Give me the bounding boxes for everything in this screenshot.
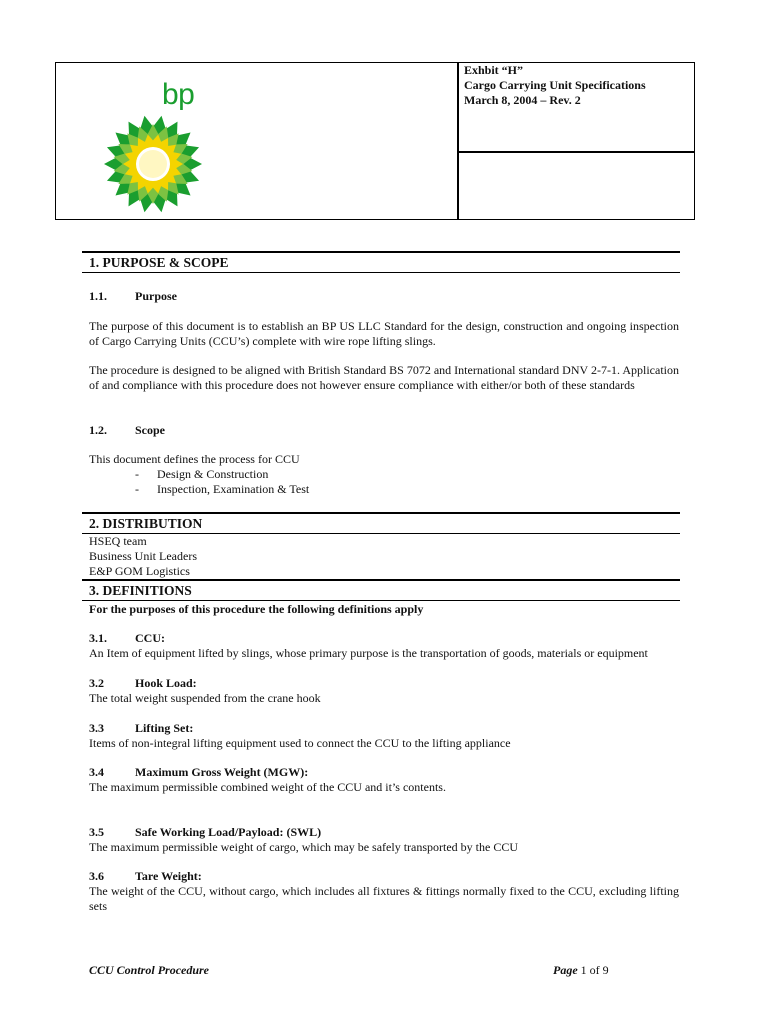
definition-text: The maximum permissible combined weight of the CCU and it’s contents.: [89, 780, 446, 794]
footer-page-number: Page 1 of 9: [553, 963, 609, 977]
definition-term: Safe Working Load/Payload: (SWL): [135, 825, 322, 839]
subsection-title: Scope: [135, 423, 165, 437]
definition-text: Items of non-integral lifting equipment used to connect the CCU to the lifting appliance: [89, 736, 511, 750]
definition-term: Lifting Set:: [135, 721, 194, 735]
section-rule: [82, 512, 680, 514]
paragraph: The procedure is designed to be aligned with British Standard BS 7072 and International standard DNV 2-7-1. Application of and compliance with this procedure does not however ensure compliance with either/or both of these standards: [89, 363, 679, 392]
definition-text: The maximum permissible weight of cargo, which may be safely transported by the CCU: [89, 840, 519, 854]
section-title: 3. DEFINITIONS: [89, 583, 192, 598]
section-rule: [82, 533, 680, 534]
section-rule: [82, 272, 680, 273]
bp-wordmark: bp: [162, 78, 195, 111]
definition-number: 3.4: [89, 765, 104, 779]
header-divider: [457, 62, 459, 220]
definition-number: 3.3: [89, 721, 104, 735]
list-item: - Inspection, Examination & Test: [135, 482, 310, 496]
definition-term: Hook Load:: [135, 676, 197, 690]
exhibit-label: Exhbit “H”: [464, 63, 524, 77]
section-title: 1. PURPOSE & SCOPE: [89, 255, 229, 270]
definition-term: Maximum Gross Weight (MGW):: [135, 765, 309, 779]
definition-text: An Item of equipment lifted by slings, whose primary purpose is the transportation of goods, materials or equipment: [89, 646, 648, 660]
footer-document-name: CCU Control Procedure: [89, 963, 210, 977]
subsection-title: Purpose: [135, 289, 177, 303]
document-title: Cargo Carrying Unit Specifications: [464, 78, 646, 92]
date-revision: March 8, 2004 – Rev. 2: [464, 93, 581, 107]
definition-text: The total weight suspended from the crane hook: [89, 691, 321, 705]
list-item: - Design & Construction: [135, 467, 269, 481]
subsection-number: 1.2.: [89, 423, 107, 437]
section-rule: [82, 251, 680, 253]
paragraph: The purpose of this document is to establish an BP US LLC Standard for the design, construction and ongoing inspection of Cargo Carrying Units (CCU’s) complete with wire rope lifting slings.: [89, 319, 679, 348]
header-divider: [457, 151, 695, 153]
list-item: HSEQ team: [89, 534, 147, 548]
definition-term: CCU:: [135, 631, 165, 645]
section-title: 2. DISTRIBUTION: [89, 516, 203, 531]
definitions-intro: For the purposes of this procedure the following definitions apply: [89, 602, 424, 616]
bp-helios-logo-icon: [103, 114, 203, 214]
section-rule: [82, 600, 680, 601]
definition-number: 3.5: [89, 825, 104, 839]
definition-number: 3.1.: [89, 631, 107, 645]
definition-term: Tare Weight:: [135, 869, 202, 883]
list-item: Business Unit Leaders: [89, 549, 197, 563]
definition-number: 3.6: [89, 869, 104, 883]
section-rule: [82, 579, 680, 581]
subsection-number: 1.1.: [89, 289, 107, 303]
definition-number: 3.2: [89, 676, 104, 690]
list-item: E&P GOM Logistics: [89, 564, 190, 578]
definition-text: The weight of the CCU, without cargo, which includes all fixtures & fittings normally fixed to the CCU, excluding lifting sets: [89, 884, 679, 913]
paragraph: This document defines the process for CCU: [89, 452, 300, 466]
